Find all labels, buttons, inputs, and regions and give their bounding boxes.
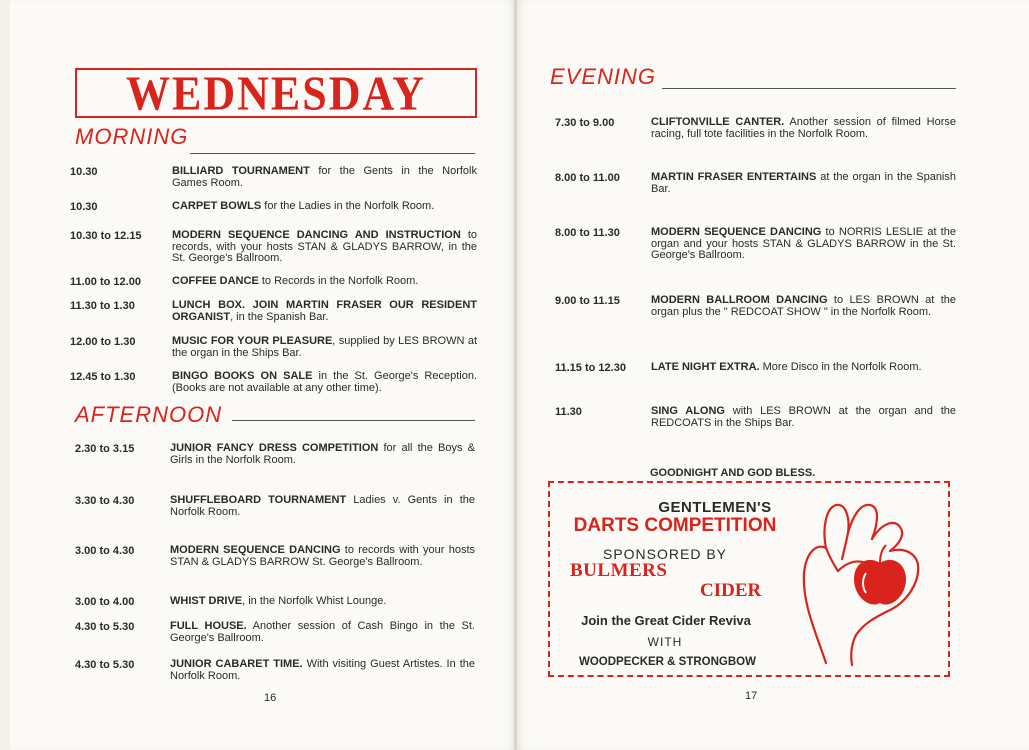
ad-line-sponsored: SPONSORED BY: [602, 546, 728, 562]
morning-item-time: 11.00 to 12.00: [70, 276, 141, 288]
morning-item-time: 10.30: [70, 201, 98, 213]
ad-line-gentlemens: GENTLEMEN'S: [658, 499, 772, 516]
morning-item-description: BINGO BOOKS ON SALE in the St. George's Reception. (Books are not available at any other time).: [172, 370, 477, 394]
morning-item-event-title: BILLIARD TOURNAMENT: [172, 165, 310, 177]
evening-item-event-title: MODERN SEQUENCE DANCING: [651, 226, 822, 238]
ad-line-darts: DARTS COMPETITION: [573, 515, 777, 536]
afternoon-item-event-title: JUNIOR CABARET TIME.: [170, 658, 303, 670]
afternoon-item-time: 3.30 to 4.30: [75, 495, 135, 507]
evening-item-time: 8.00 to 11.00: [555, 172, 620, 184]
evening-item-description: MODERN SEQUENCE DANCING to NORRIS LESLIE at the organ and your hosts STAN & GLADYS BARROW in the St. George's Ballroom.: [651, 226, 956, 261]
page-number-right: 17: [745, 690, 758, 702]
evening-item-time: 8.00 to 11.30: [555, 227, 620, 239]
book-spine: [514, 0, 517, 750]
afternoon-item-description: JUNIOR FANCY DRESS COMPETITION for all the Boys & Girls in the Norfolk Room.: [170, 442, 475, 466]
afternoon-item-description: FULL HOUSE. Another session of Cash Bingo in the St. George's Ballroom.: [170, 620, 475, 644]
afternoon-item-event-title: MODERN SEQUENCE DANCING: [170, 544, 341, 556]
evening-item-description: LATE NIGHT EXTRA. More Disco in the Norfolk Room.: [651, 361, 922, 373]
evening-item-time: 11.30: [555, 406, 582, 418]
evening-item-description: CLIFTONVILLE CANTER. Another session of filmed Horse racing, full tote facilities in the Norfolk Room.: [651, 116, 956, 140]
morning-item-description: BILLIARD TOURNAMENT for the Gents in the Norfolk Games Room.: [172, 165, 477, 189]
evening-item-event-title: CLIFTONVILLE CANTER.: [651, 116, 785, 128]
morning-item-description: COFFEE DANCE to Records in the Norfolk Room.: [172, 275, 419, 287]
ad-line-with: WITH: [647, 635, 683, 649]
afternoon-item-description: MODERN SEQUENCE DANCING to records with your hosts STAN & GLADYS BARROW St. George's Ballroom.: [170, 544, 475, 568]
afternoon-item-time: 3.00 to 4.00: [75, 596, 135, 608]
evening-item-event-title: LATE NIGHT EXTRA.: [651, 361, 760, 373]
afternoon-item-time: 2.30 to 3.15: [75, 443, 135, 455]
morning-item-time: 11.30 to 1.30: [70, 300, 135, 312]
afternoon-item-event-title: FULL HOUSE.: [170, 620, 247, 632]
afternoon-item-time: 3.00 to 4.30: [75, 545, 135, 557]
evening-item-event-title: SING ALONG: [651, 405, 725, 417]
morning-item-time: 10.30: [70, 166, 98, 178]
evening-item-description: MARTIN FRASER ENTERTAINS at the organ in the Spanish Bar.: [651, 171, 956, 195]
evening-item-time: 9.00 to 11.15: [555, 295, 620, 307]
darts-competition-ad: [548, 481, 950, 677]
afternoon-item-description: JUNIOR CABARET TIME. With visiting Guest Artistes. In the Norfolk Room.: [170, 658, 475, 682]
evening-item-event-title: MODERN BALLROOM DANCING: [651, 294, 828, 306]
morning-item-event-title: CARPET BOWLS: [172, 200, 262, 212]
apple-icon: [854, 560, 906, 605]
evening-item-event-title: MARTIN FRASER ENTERTAINS: [651, 171, 817, 183]
morning-item-event-title: LUNCH BOX. JOIN MARTIN FRASER OUR RESIDENT ORGANIST: [172, 299, 477, 323]
afternoon-rule: [232, 420, 475, 421]
hand-holding-apple-logo: [796, 493, 926, 673]
evening-rule: [662, 88, 956, 89]
afternoon-item-event-title: JUNIOR FANCY DRESS COMPETITION: [170, 442, 379, 454]
evening-item-description: SING ALONG with LES BROWN at the organ and the REDCOATS in the Ships Bar.: [651, 405, 956, 429]
evening-item-time: 11.15 to 12.30: [555, 362, 626, 374]
morning-rule: [190, 153, 475, 154]
afternoon-item-time: 4.30 to 5.30: [75, 659, 135, 671]
afternoon-item-description: SHUFFLEBOARD TOURNAMENT Ladies v. Gents in the Norfolk Room.: [170, 494, 476, 518]
afternoon-heading: AFTERNOON: [75, 402, 223, 427]
morning-heading: MORNING: [75, 124, 189, 149]
day-title: WEDNESDAY: [125, 66, 426, 120]
ad-line-brands: WOODPECKER & STRONGBOW: [579, 656, 756, 668]
day-title-box: [75, 68, 477, 118]
evening-heading: EVENING: [550, 64, 657, 89]
ad-line-cider: CIDER: [700, 580, 762, 601]
morning-item-event-title: BINGO BOOKS ON SALE: [172, 370, 313, 382]
afternoon-item-description: WHIST DRIVE, in the Norfolk Whist Lounge.: [170, 595, 387, 607]
ad-line-bulmers: BULMERS: [570, 560, 668, 581]
morning-item-time: 12.00 to 1.30: [70, 336, 136, 348]
morning-item-event-title: COFFEE DANCE: [172, 275, 259, 287]
morning-item-description: MUSIC FOR YOUR PLEASURE, supplied by LES BROWN at the organ in the Ships Bar.: [172, 335, 477, 359]
evening-item-description: MODERN BALLROOM DANCING to LES BROWN at the organ plus the " REDCOAT SHOW " in the Norfolk Room.: [651, 294, 956, 318]
ad-line-join: Join the Great Cider Reviva: [581, 613, 751, 628]
afternoon-item-event-title: WHIST DRIVE: [170, 595, 243, 607]
afternoon-item-time: 4.30 to 5.30: [75, 621, 135, 633]
morning-item-event-title: MUSIC FOR YOUR PLEASURE: [172, 335, 333, 347]
afternoon-item-event-title: SHUFFLEBOARD TOURNAMENT: [170, 494, 347, 506]
morning-item-description: LUNCH BOX. JOIN MARTIN FRASER OUR RESIDENT ORGANIST, in the Spanish Bar.: [172, 299, 477, 323]
morning-item-description: MODERN SEQUENCE DANCING AND INSTRUCTION to records, with your hosts STAN & GLADYS BARROW, in the St. George's Ballroom.: [172, 229, 477, 264]
morning-item-description: CARPET BOWLS for the Ladies in the Norfolk Room.: [172, 200, 435, 212]
morning-item-time: 12.45 to 1.30: [70, 371, 136, 383]
goodnight-text: GOODNIGHT AND GOD BLESS.: [650, 467, 816, 479]
morning-item-event-title: MODERN SEQUENCE DANCING AND INSTRUCTION: [172, 229, 461, 241]
morning-item-time: 10.30 to 12.15: [70, 230, 142, 242]
page-number-left: 16: [264, 692, 277, 704]
evening-item-time: 7.30 to 9.00: [555, 117, 615, 129]
